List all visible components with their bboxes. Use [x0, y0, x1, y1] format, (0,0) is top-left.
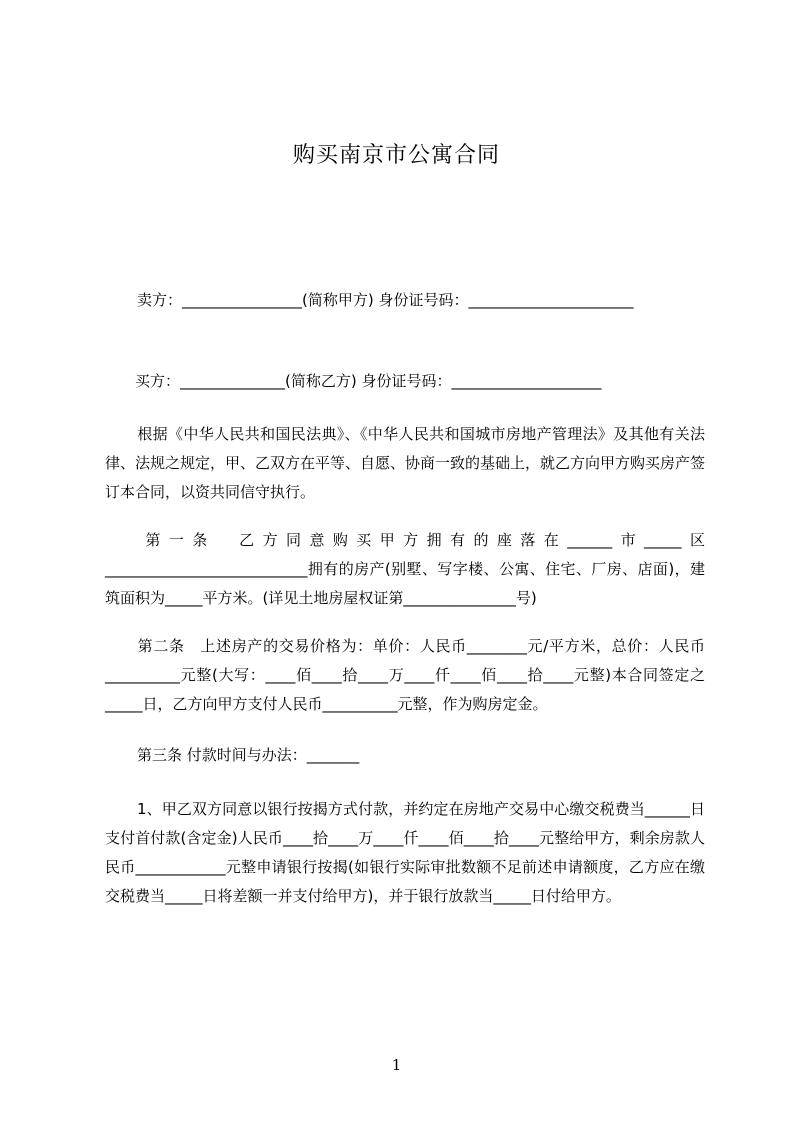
article-2-text: 第二条 上述房产的交易价格为：单价：人民币________元/平方米，总价：人民币__________元整(大写：____佰____拾____万____仟____佰____拾____元整)本合同签定之_____日，乙方向甲方支付人民币__________元整，作为购房定金。 — [105, 637, 705, 713]
preamble-text: 根据《中华人民共和国民法典》、《中华人民共和国城市房地产管理法》及其他有关法律、法规之规定，甲、乙双方在平等、自愿、协商一致的基础上，就乙方向甲方购买房产签订本合同，以资共同信守执行。 — [105, 425, 706, 501]
article-1-text: 第一条 乙方同意购买甲方拥有的座落在______市_____区___________________________拥有的房产(别墅、写字楼、公寓、住宅、厂房、店面)，建筑面积为_____平方米。(详见土地房屋权证第_______________号) — [105, 531, 705, 607]
page-title: 购买南京市公寓合同 — [292, 143, 500, 168]
article-1-paragraph — [105, 526, 705, 613]
preamble-paragraph — [105, 420, 705, 507]
seller-line: 卖方：________________(简称甲方) 身份证号码：______________________ — [137, 291, 634, 309]
clause-1-paragraph — [105, 795, 705, 911]
article-3-paragraph — [105, 741, 705, 770]
article-3-text: 第三条 付款时间与办法：_______ — [137, 746, 360, 764]
page-number: 1 — [391, 1056, 402, 1074]
article-2-paragraph — [105, 632, 705, 719]
buyer-line: 买方：______________(简称乙方) 身份证号码：____________________ — [135, 372, 602, 390]
clause-1-text: 1、甲乙双方同意以银行按揭方式付款，并约定在房地产交易中心缴交税费当______日支付首付款(含定金)人民币____拾____万____仟____佰____拾____元整给甲方，剩余房款人民币____________元整申请银行按揭(如银行实际审批数额不足前述申请额度，乙方应在缴交税费当_____日将差额一并支付给甲方)，并于银行放款当_____日付给甲方。 — [105, 800, 705, 905]
